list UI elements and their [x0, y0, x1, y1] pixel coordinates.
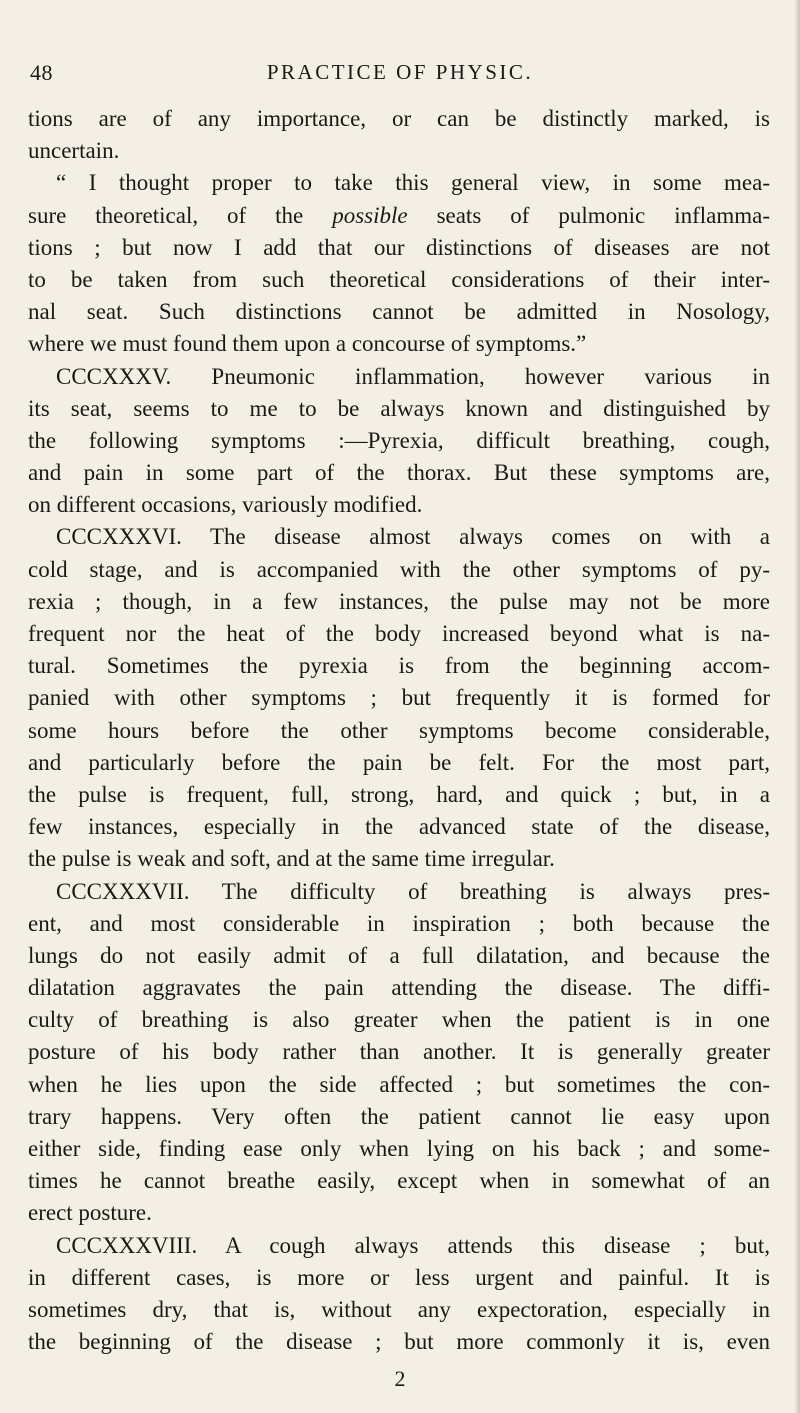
text-line: the following symptoms :—Pyrexia, difficult breathing, cough, — [28, 427, 770, 453]
text-line: where we must found them upon a concourse of symptoms.” — [28, 331, 587, 357]
text-line: its seat, seems to me to be always known and distinguished by — [28, 395, 770, 421]
text-line: the pulse is frequent, full, strong, hard, and quick ; but, in a — [28, 781, 770, 807]
text-line: tions are of any importance, or can be distinctly marked, is — [28, 106, 770, 131]
text-line: sure theoretical, of the possible seats of pulmonic inflamma- — [28, 202, 770, 228]
text-line: panied with other symptoms ; but frequently it is formed for — [28, 685, 770, 711]
text-line: uncertain. — [28, 138, 120, 164]
text-line: on different occasions, variously modified. — [28, 492, 423, 518]
text-line: culty of breathing is also greater when the patient is in one — [28, 1007, 770, 1033]
text-line: erect posture. — [28, 1200, 152, 1226]
page-header — [30, 60, 770, 94]
page-edge-shadow — [794, 0, 800, 1413]
text-line: frequent nor the heat of the body increased beyond what is na- — [28, 621, 770, 646]
text-line: when he lies upon the side affected ; but sometimes the con- — [28, 1071, 770, 1097]
text-line: CCCXXXV. Pneumonic inflammation, however various in — [56, 363, 770, 389]
text-line: lungs do not easily admit of a full dilatation, and because the — [28, 942, 770, 968]
text-line: tural. Sometimes the pyrexia is from the beginning accom- — [28, 653, 770, 679]
text-line: nal seat. Such distinctions cannot be admitted in Nosology, — [28, 299, 770, 325]
text-line: CCCXXXVII. The difficulty of breathing is always pres- — [56, 878, 770, 904]
running-title: PRACTICE OF PHYSIC. — [266, 60, 534, 84]
text-line: CCCXXXVI. The disease almost always comes on with a — [56, 524, 770, 550]
text-line: sometimes dry, that is, without any expectoration, especially in — [28, 1296, 770, 1322]
text-line: “ I thought proper to take this general view, in some mea- — [56, 170, 770, 196]
text-line: some hours before the other symptoms become considerable, — [28, 717, 770, 743]
italic-word: possible — [332, 202, 408, 228]
text-line: and pain in some part of the thorax. But these symptoms are, — [28, 460, 770, 486]
text-line: dilatation aggravates the pain attending the disease. The diffi- — [28, 975, 770, 1001]
text-line: tions ; but now I add that our distinctions of diseases are not — [28, 234, 770, 260]
text-line: to be taken from such theoretical considerations of their inter- — [28, 266, 770, 292]
text-line: and particularly before the pain be felt. For the most part, — [28, 749, 770, 775]
page-number: 48 — [30, 60, 53, 85]
text-line: few instances, especially in the advanced state of the disease, — [28, 814, 770, 840]
text-line: times he cannot breathe easily, except when in somewhat of an — [28, 1168, 770, 1194]
text-line: trary happens. Very often the patient cannot lie easy upon — [28, 1103, 770, 1129]
text-line: CCCXXXVIII. A cough always attends this disease ; but, — [56, 1232, 770, 1258]
signature-mark: 2 — [394, 1366, 406, 1391]
text-line: the pulse is weak and soft, and at the same time irregular. — [28, 846, 555, 872]
text-line: cold stage, and is accompanied with the other symptoms of py- — [28, 556, 770, 582]
text-line: either side, finding ease only when lying on his back ; and some- — [28, 1136, 770, 1161]
text-line: ent, and most considerable in inspiration ; both because the — [28, 910, 770, 936]
body-text — [28, 103, 770, 1358]
text-line: posture of his body rather than another. It is generally greater — [28, 1039, 770, 1065]
text-line: the beginning of the disease ; but more commonly it is, even — [28, 1329, 770, 1355]
text-line: rexia ; though, in a few instances, the pulse may not be more — [28, 588, 770, 614]
text-line: in different cases, is more or less urgent and painful. It is — [28, 1264, 770, 1290]
